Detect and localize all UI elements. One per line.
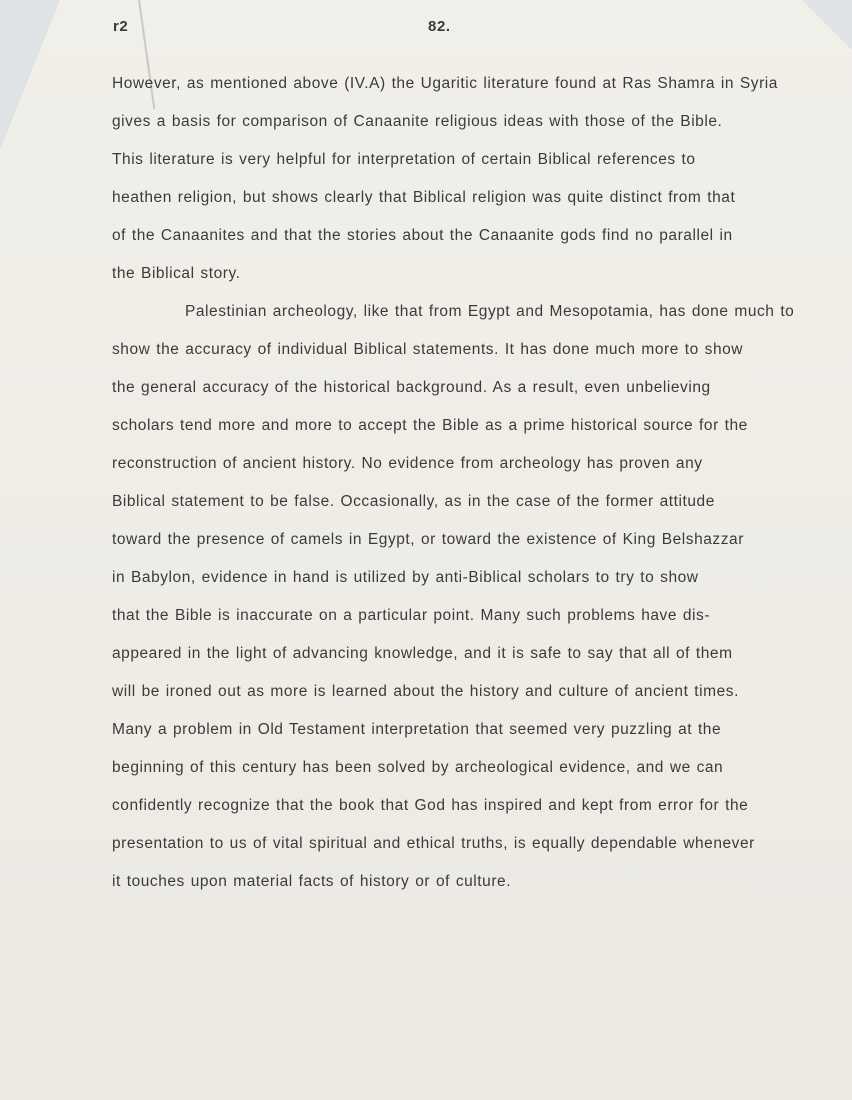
page-number: 82.: [428, 18, 451, 35]
text-line: heathen religion, but shows clearly that Biblical religion was quite distinct from that: [112, 189, 736, 206]
text-line: Palestinian archeology, like that from Egypt and Mesopotamia, has done much to: [185, 303, 795, 320]
margin-mark: r2: [113, 18, 129, 35]
text-line: in Babylon, evidence in hand is utilized by anti-Biblical scholars to try to show: [112, 569, 699, 586]
text-line: show the accuracy of individual Biblical statements. It has done much more to show: [112, 341, 744, 358]
text-line: will be ironed out as more is learned about the history and culture of ancient times.: [112, 683, 739, 700]
text-line: However, as mentioned above (IV.A) the Ugaritic literature found at Ras Shamra in Syria: [112, 75, 778, 92]
text-line: confidently recognize that the book that God has inspired and kept from error for the: [112, 797, 749, 814]
text-line: Many a problem in Old Testament interpretation that seemed very puzzling at the: [112, 721, 722, 738]
text-line: appeared in the light of advancing knowledge, and it is safe to say that all of them: [112, 645, 733, 662]
text-line: that the Bible is inaccurate on a particular point. Many such problems have dis-: [112, 607, 711, 624]
torn-corner: [0, 0, 60, 150]
text-line: reconstruction of ancient history. No evidence from archeology has proven any: [112, 455, 703, 472]
text-line: of the Canaanites and that the stories about the Canaanite gods find no parallel in: [112, 227, 733, 244]
text-line: the general accuracy of the historical background. As a result, even unbelieving: [112, 379, 711, 396]
text-line: presentation to us of vital spiritual and ethical truths, is equally dependable whenever: [112, 835, 755, 852]
text-line: This literature is very helpful for interpretation of certain Biblical references to: [112, 151, 696, 168]
torn-corner: [802, 0, 852, 50]
text-line: gives a basis for comparison of Canaanite religious ideas with those of the Bible.: [112, 113, 723, 130]
text-line: scholars tend more and more to accept the Bible as a prime historical source for the: [112, 417, 748, 434]
text-line: the Biblical story.: [112, 265, 241, 282]
text-line: beginning of this century has been solved by archeological evidence, and we can: [112, 759, 724, 776]
text-line: it touches upon material facts of history or of culture.: [112, 873, 512, 890]
text-line: Biblical statement to be false. Occasionally, as in the case of the former attitude: [112, 493, 715, 510]
text-line: toward the presence of camels in Egypt, or toward the existence of King Belshazzar: [112, 531, 744, 548]
